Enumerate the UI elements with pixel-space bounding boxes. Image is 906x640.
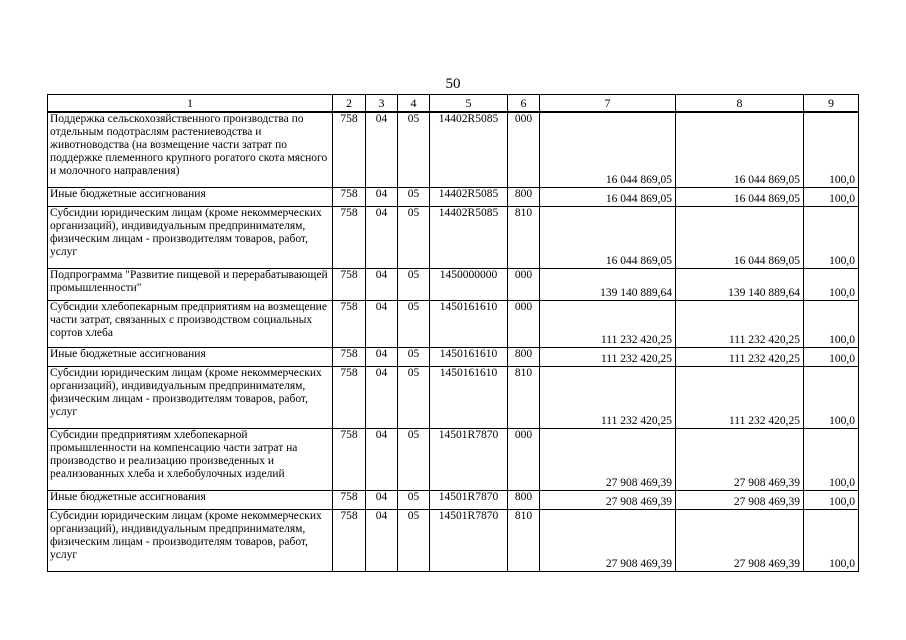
row-target-article: 14402R5085 (430, 112, 508, 187)
row-target-article: 14501R7870 (430, 509, 508, 571)
page-number: 50 (445, 76, 461, 92)
col-header-8: 8 (676, 95, 804, 113)
row-section: 04 (366, 206, 398, 268)
row-planned-amount: 139 140 889,64 (540, 268, 676, 300)
row-subsection: 05 (398, 509, 430, 571)
row-target-article: 14501R7870 (430, 490, 508, 509)
row-subsection: 05 (398, 268, 430, 300)
row-executed-amount: 111 232 420,25 (676, 347, 804, 366)
row-percent: 100,0 (804, 268, 859, 300)
table-row (48, 490, 859, 509)
row-target-article: 14402R5085 (430, 206, 508, 268)
row-executed-amount: 16 044 869,05 (676, 187, 804, 206)
col-header-3: 3 (366, 95, 398, 113)
table-row (48, 509, 859, 571)
row-expense-type: 000 (508, 268, 540, 300)
row-expense-type: 000 (508, 112, 540, 187)
row-planned-amount: 16 044 869,05 (540, 112, 676, 187)
row-planned-amount: 27 908 469,39 (540, 428, 676, 490)
table-row (48, 300, 859, 347)
row-description: Подпрограмма "Развитие пищевой и перерабатывающей промышленности" (48, 268, 333, 300)
row-percent: 100,0 (804, 206, 859, 268)
row-executed-amount: 27 908 469,39 (676, 509, 804, 571)
col-header-4: 4 (398, 95, 430, 113)
row-section: 04 (366, 300, 398, 347)
row-expense-type: 000 (508, 428, 540, 490)
row-description: Субсидии предприятиям хлебопекарной промышленности на компенсацию части затрат на производство и реализацию произведенных и реализованных хлеба и хлебобулочных изделий (48, 428, 333, 490)
row-section: 04 (366, 268, 398, 300)
row-section: 04 (366, 509, 398, 571)
row-ministry-code: 758 (333, 509, 366, 571)
row-description: Иные бюджетные ассигнования (48, 490, 333, 509)
row-section: 04 (366, 112, 398, 187)
row-subsection: 05 (398, 490, 430, 509)
row-percent: 100,0 (804, 490, 859, 509)
table-row (48, 187, 859, 206)
row-ministry-code: 758 (333, 268, 366, 300)
row-percent: 100,0 (804, 509, 859, 571)
row-expense-type: 800 (508, 347, 540, 366)
table-row (48, 428, 859, 490)
row-section: 04 (366, 490, 398, 509)
row-planned-amount: 16 044 869,05 (540, 187, 676, 206)
row-description: Иные бюджетные ассигнования (48, 347, 333, 366)
row-ministry-code: 758 (333, 347, 366, 366)
table-row (48, 347, 859, 366)
row-target-article: 14402R5085 (430, 187, 508, 206)
row-section: 04 (366, 428, 398, 490)
row-description: Субсидии хлебопекарным предприятиям на возмещение части затрат, связанных с производством социальных сортов хлеба (48, 300, 333, 347)
row-target-article: 14501R7870 (430, 428, 508, 490)
row-planned-amount: 27 908 469,39 (540, 490, 676, 509)
table-row (48, 366, 859, 428)
row-percent: 100,0 (804, 187, 859, 206)
row-ministry-code: 758 (333, 206, 366, 268)
row-description: Субсидии юридическим лицам (кроме некоммерческих организаций), индивидуальным предпринимателям, физическим лицам - производителям товаров, работ, услуг (48, 366, 333, 428)
row-description: Иные бюджетные ассигнования (48, 187, 333, 206)
row-ministry-code: 758 (333, 490, 366, 509)
table-row (48, 206, 859, 268)
row-ministry-code: 758 (333, 112, 366, 187)
row-subsection: 05 (398, 366, 430, 428)
row-ministry-code: 758 (333, 300, 366, 347)
row-planned-amount: 16 044 869,05 (540, 206, 676, 268)
table-row (48, 112, 859, 187)
row-executed-amount: 111 232 420,25 (676, 366, 804, 428)
row-section: 04 (366, 366, 398, 428)
row-executed-amount: 139 140 889,64 (676, 268, 804, 300)
row-percent: 100,0 (804, 428, 859, 490)
row-executed-amount: 27 908 469,39 (676, 428, 804, 490)
col-header-6: 6 (508, 95, 540, 113)
row-description: Субсидии юридическим лицам (кроме некоммерческих организаций), индивидуальным предпринимателям, физическим лицам - производителям товаров, работ, услуг (48, 206, 333, 268)
col-header-9: 9 (804, 95, 859, 113)
row-subsection: 05 (398, 300, 430, 347)
row-description: Субсидии юридическим лицам (кроме некоммерческих организаций), индивидуальным предпринимателям, физическим лицам - производителям товаров, работ, услуг (48, 509, 333, 571)
col-header-7: 7 (540, 95, 676, 113)
row-percent: 100,0 (804, 366, 859, 428)
row-subsection: 05 (398, 112, 430, 187)
row-expense-type: 800 (508, 187, 540, 206)
row-executed-amount: 27 908 469,39 (676, 490, 804, 509)
row-target-article: 1450000000 (430, 268, 508, 300)
row-subsection: 05 (398, 347, 430, 366)
row-target-article: 1450161610 (430, 347, 508, 366)
row-section: 04 (366, 347, 398, 366)
row-planned-amount: 27 908 469,39 (540, 509, 676, 571)
row-percent: 100,0 (804, 300, 859, 347)
row-ministry-code: 758 (333, 366, 366, 428)
row-expense-type: 810 (508, 366, 540, 428)
header-row (48, 95, 859, 113)
row-planned-amount: 111 232 420,25 (540, 366, 676, 428)
row-section: 04 (366, 187, 398, 206)
row-expense-type: 800 (508, 490, 540, 509)
row-ministry-code: 758 (333, 428, 366, 490)
row-subsection: 05 (398, 428, 430, 490)
row-subsection: 05 (398, 206, 430, 268)
row-percent: 100,0 (804, 347, 859, 366)
row-target-article: 1450161610 (430, 366, 508, 428)
col-header-1: 1 (48, 95, 333, 113)
row-percent: 100,0 (804, 112, 859, 187)
row-expense-type: 810 (508, 509, 540, 571)
row-executed-amount: 16 044 869,05 (676, 206, 804, 268)
row-executed-amount: 111 232 420,25 (676, 300, 804, 347)
table-row (48, 268, 859, 300)
row-expense-type: 000 (508, 300, 540, 347)
row-planned-amount: 111 232 420,25 (540, 347, 676, 366)
row-description: Поддержка сельскохозяйственного производства по отдельным подотраслям растениеводства и животноводства (на возмещение части затрат по поддержке племенного крупного рогатого скота мясного и молочного направления) (48, 112, 333, 187)
col-header-2: 2 (333, 95, 366, 113)
row-planned-amount: 111 232 420,25 (540, 300, 676, 347)
row-executed-amount: 16 044 869,05 (676, 112, 804, 187)
row-ministry-code: 758 (333, 187, 366, 206)
budget-table (47, 94, 859, 572)
col-header-5: 5 (430, 95, 508, 113)
row-target-article: 1450161610 (430, 300, 508, 347)
row-expense-type: 810 (508, 206, 540, 268)
row-subsection: 05 (398, 187, 430, 206)
